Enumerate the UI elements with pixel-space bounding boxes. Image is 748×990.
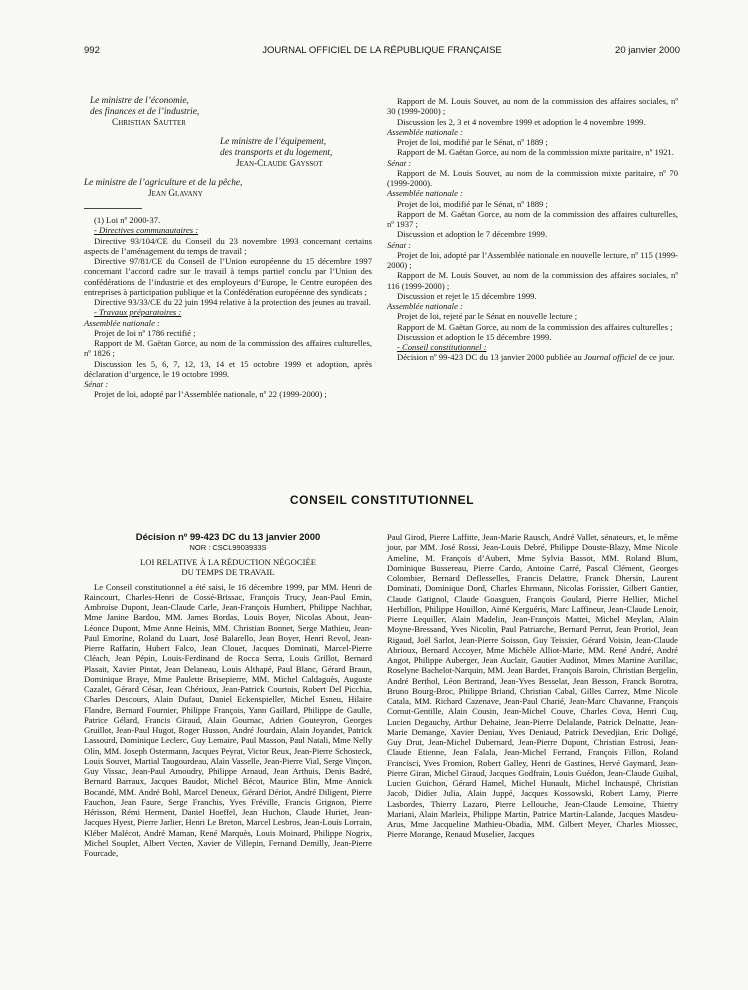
section-title: CONSEIL CONSTITUTIONNEL	[289, 493, 475, 507]
note-line: (1) Loi nº 2000-37.	[94, 215, 161, 225]
signatory-title: Le ministre de l’agriculture et de la pêche,	[84, 178, 243, 188]
note-label: Sénat :	[387, 157, 412, 168]
note-line: Rapport de M. Louis Souvet, au nom de la commission mixte paritaire, nº 70 (1999-2000).	[387, 167, 678, 188]
page-number: 992	[84, 45, 100, 56]
decision-subtitle: LOI RELATIVE À LA RÉDUCTION NÉGOCIÉE DU TEMPS DE TRAVAIL	[140, 557, 316, 578]
signatory-title: des transports et du logement,	[220, 148, 333, 158]
note-label: Sénat :	[84, 379, 109, 389]
upper-right-column	[387, 96, 678, 363]
conseil-decision-reference: Décision nº 99-423 DC du 13 janvier 2000 publiée au Journal officiel de ce jour.	[397, 352, 675, 363]
signatory-title: Le ministre de l’équipement,	[220, 137, 327, 147]
note-line: Rapport de M. Louis Souvet, au nom de la commission des affaires sociales, nº 30 (1999-2000) ;	[387, 96, 678, 117]
page-header	[84, 45, 680, 59]
lower-right-column	[387, 532, 678, 840]
note-line: Directive 93/33/CE du 22 juin 1994 relative à la protection des jeunes au travail.	[94, 297, 371, 307]
note-line: Rapport de M. Gaëtan Gorce, au nom de la commission des affaires culturelles, nº 1826 ;	[84, 338, 372, 359]
note-line: Projet de loi, adopté par l’Assemblée nationale, nº 22 (1999-2000) ;	[94, 389, 327, 400]
signatory-name: Jean Glavany	[148, 189, 203, 199]
lower-left-column	[84, 532, 372, 858]
note-line: Directive 97/81/CE du Conseil de l’Union européenne du 15 décembre 1997 concernant l’accord cadre sur le travail à temps partiel conclu par l’Union des confédérations de l’industrie et des employeurs d’Europe, le Centre européen des entreprises à participation publique et la Confédération européenne des syndicats ;	[84, 256, 372, 297]
signature-block-agriculture	[84, 178, 372, 200]
decision-title: Décision nº 99-423 DC du 13 janvier 2000	[135, 532, 321, 543]
note-label: Assemblée nationale :	[387, 188, 463, 199]
note-line: Directive 93/104/CE du Conseil du 23 novembre 1993 concernant certains aspects de l’aménagement du temps de travail ;	[84, 235, 372, 256]
note-line: Rapport de M. Gaëtan Gorce, au nom de la commission mixte paritaire, nº 1921.	[397, 147, 674, 158]
note-heading: - Travaux préparatoires :	[94, 307, 182, 318]
upper-left-column	[84, 96, 372, 400]
footnotes-left	[84, 215, 372, 400]
signatory-name: Christian Sautter	[112, 118, 186, 128]
signature-block-equipement	[220, 137, 372, 170]
note-heading: - Directives communautaires :	[94, 225, 199, 236]
note-label: Sénat :	[387, 239, 412, 250]
note-line: Projet de loi, rejeté par le Sénat en nouvelle lecture ;	[397, 311, 578, 322]
note-label: Assemblée nationale :	[387, 301, 463, 311]
note-line: Projet de loi, modifié par le Sénat, nº 1889 ;	[397, 198, 548, 209]
signatory-title: Le ministre de l’économie,	[90, 96, 189, 106]
signatory-name: Jean-Claude Gayssot	[236, 159, 323, 169]
note-line: Discussion et rejet le 15 décembre 1999.	[397, 290, 537, 301]
note-heading: - Conseil constitutionnel :	[397, 342, 487, 352]
note-line: Projet de loi nº 1786 rectifié ;	[94, 327, 196, 338]
note-line: Projet de loi, adopté par l’Assemblée nationale en nouvelle lecture, nº 115 (1999-2000) ;	[387, 249, 678, 270]
decision-body-left: Le Conseil constitutionnel a été saisi, le 16 décembre 1999, par MM. Henri de Raincourt, Charles-Henri de Cossé-Brissac, François Trucy, Jean-Paul Emin, Ambroise Dupont, Jean-Claude Carle, Jean-François Humbert, Philippe Nachbar, Mme Janine Bardou, MM. James Bordas, Louis Boyer, Nicolas About, Jean-Léonce Dupont, Mme Anne Heinis, MM. Christian Bonnet, Serge Mathieu, Jean-Paul Emorine, Roland du Luart, José Balarello, Jean Boyer, Henri Revol, Jean-Pierre Raffarin, Hubert Falco, Jean Clouet, Jacques Dominati, Marcel-Pierre Cléach, Jean Pépin, Louis-Ferdinand de Rocca Serra, Louis Grillot, Bernard Plasait, Xavier Pintat, Jean Delaneau, Louis Althapé, Paul Blanc, Gérard Braun, Dominique Braye, Mme Paulette Brisepierre, MM. Michel Caldaguès, Auguste Cazalet, Gérard César, Jean Chérioux, Jean-Patrick Courtois, Robert Del Picchia, Charles Descours, Alain Dufaut, Daniel Eckenspieller, Michel Esneu, Hilaire Flandre, Bernard Fournier, Philippe François, Yann Gaillard, Philippe de Gaulle, Patrice Gélard, Francis Giraud, Alain Gournac, Adrien Gouteyron, Georges Gruillot, Jean-Paul Hugot, Roger Husson, André Jourdain, Alain Joyandet, Patrick Lassourd, Dominique Leclerc, Guy Lemaire, Paul Masson, Paul Natali, Mme Nelly Olin, MM. Joseph Ostermann, Jacques Peyrat, Victor Reux, Jean-Pierre Schosteck, Louis Souvet, Martial Taugourdeau, Alain Vasselle, Jean-Pierre Vial, Serge Vinçon, Guy Vissac, Jean-Paul Amoudry, Philippe Arnaud, Jean Arthuis, Denis Badré, Bernard Barraux, Jacques Baudot, Michel Bécot, Maurice Blin, Mme Annick Bocandé, MM. André Bohl, Marcel Deneux, Gérard Dériot, André Diligent, Pierre Fauchon, Jean Faure, Serge Franchis, Yves Fréville, Francis Grignon, Pierre Hérisson, Rémi Herment, Daniel Hoeffel, Jean Huchon, Claude Huriet, Jean-Jacques Hyest, Pierre Jarlier, Henri Le Breton, Marcel Lesbros, Jean-Louis Lorrain, Kléber Malécot, André Maman, René Marquès, Louis Moinard, Philippe Nogrix, Michel Souplet, Albert Vecten, Xavier de Villepin, Fernand Demilly, Jean-Pierre Fourcade,	[84, 581, 372, 858]
issue-date: 20 janvier 2000	[615, 45, 680, 56]
note-line: Rapport de M. Louis Souvet, au nom de la commission des affaires sociales, nº 116 (1999-2000) ;	[387, 270, 678, 291]
decision-nor: NOR : CSCL9903933S	[189, 543, 267, 552]
signatory-title: des finances et de l’industrie,	[90, 107, 200, 117]
signature-block-economie	[90, 96, 372, 129]
note-line: Discussion et adoption le 7 décembre 1999.	[397, 229, 548, 240]
note-label: Assemblée nationale :	[84, 317, 160, 328]
decision-body-right: Paul Girod, Pierre Laffitte, Jean-Marie Rausch, André Vallet, sénateurs, et, le même jour, par MM. José Rossi, Jean-Louis Debré, Philippe Douste-Blazy, Mme Nicole Ameline, M. François d’Aubert, Mme Sylvia Bassot, MM. Roland Blum, Dominique Bussereau, Pierre Cardo, Antoine Carré, Pascal Clément, Georges Colombier, Bernard Deflesselles, Francis Delattre, Franck Dhersin, Laurent Dominati, Dominique Dord, Charles Ehrmann, Nicolas Forissier, Gilbert Gantier, Claude Gatignol, Claude Goasguen, François Goulard, Pierre Hellier, Michel Herbillon, Philippe Houillon, Aimé Kerguéris, Marc Laffineur, Jean-Claude Lenoir, Pierre Lequiller, Alain Madelin, Jean-François Mattei, Michel Meylan, Alain Moyne-Bressand, Yves Nicolin, Paul Patriarche, Bernard Perrut, Jean Proriol, Jean Rigaud, Joël Sarlot, Jean-Pierre Soisson, Guy Teissier, Gérard Voisin, Jean-Claude Abrioux, Bernard Accoyer, Mme Michèle Alliot-Marie, MM. René André, André Angot, Philippe Auberger, Jean Auclair, Gautier Audinot, Mmes Martine Aurillac, Roselyne Bachelot-Narquin, MM. Jean Bardet, François Baroin, Christian Bergelin, André Berthol, Léon Bertrand, Jean-Yves Besselat, Jean Besson, Franck Borotra, Bruno Bourg-Broc, Philippe Briand, Christian Cabal, Gilles Carrez, Mme Nicole Catala, MM. Richard Cazenave, Jean-Paul Charié, Jean-Marc Chavanne, François Cornut-Gentille, Alain Cousin, Jean-Michel Couve, Charles Cova, Henri Cuq, Lucien Degauchy, Arthur Dehaine, Jean-Pierre Delalande, Patrick Delnatte, Jean-Marie Demange, Xavier Deniau, Yves Deniaud, Patrick Devedjian, Eric Doligé, Guy Drut, Jean-Michel Dubernard, Jean-Pierre Dupont, Christian Estrosi, Jean-Claude Etienne, Jean Falala, Jean-Michel Ferrand, François Fillon, Roland Francisci, Yves Fromion, Robert Galley, Henri de Gastines, Hervé Gaymard, Jean-Pierre Giran, Michel Giraud, Jacques Godfrain, Louis Guédon, Jean-Claude Guibal, Lucien Guichon, Gérard Hamel, Michel Hunault, Michel Inchauspé, Christian Jacob, Didier Julia, Alain Juppé, Jacques Kossowski, Robert Lamy, Pierre Lasbordes, Thierry Lazaro, Pierre Lellouche, Jean-Claude Lemoine, Thierry Mariani, Alain Marleix, Philippe Martin, Patrice Martin-Lalande, Jacques Masdeu-Arus, Mme Jacqueline Mathieu-Obadia, MM. Gilbert Meyer, Charles Miossec, Pierre Morange, Renaud Muselier, Jacques	[387, 532, 678, 840]
note-line: Discussion et adoption le 15 décembre 1999.	[397, 331, 552, 342]
footnote-rule	[84, 208, 142, 209]
note-label: Assemblée nationale :	[387, 126, 463, 137]
footnotes-right	[387, 96, 678, 352]
note-line: Projet de loi, modifié par le Sénat, nº 1889 ;	[397, 137, 548, 147]
note-line: Rapport de M. Gaëtan Gorce, au nom de la commission des affaires culturelles, nº 1937 ;	[387, 208, 678, 229]
note-line: Rapport de M. Gaëtan Gorce, au nom de la commission des affaires culturelles ;	[397, 321, 673, 332]
journal-title: JOURNAL OFFICIEL DE LA RÉPUBLIQUE FRANÇAISE	[262, 45, 502, 56]
note-line: Discussion les 5, 6, 7, 12, 13, 14 et 15 octobre 1999 et adoption, après déclaration d’urgence, le 19 octobre 1999.	[84, 358, 372, 379]
note-line: Discussion les 2, 3 et 4 novembre 1999 et adoption le 4 novembre 1999.	[397, 116, 646, 127]
